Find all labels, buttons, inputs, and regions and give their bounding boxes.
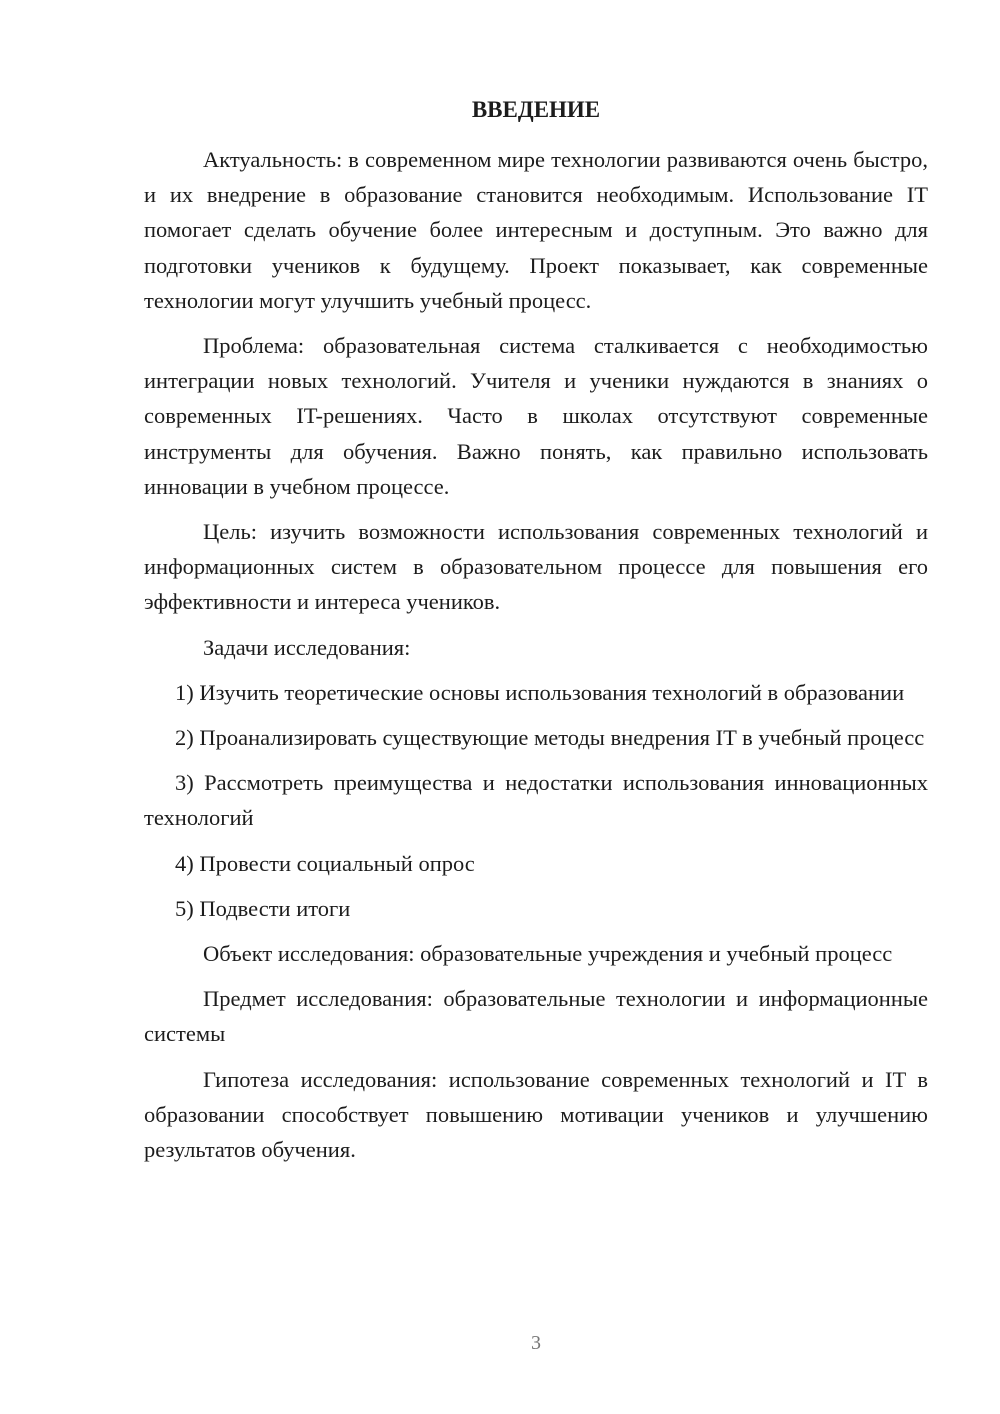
page-title: ВВЕДЕНИЕ: [471, 97, 601, 122]
list-item: 2) Проанализировать существующие методы внедрения IT в учебный процесс: [175, 725, 925, 751]
document-page: [144, 92, 928, 1177]
paragraph-object: Объект исследования: образовательные учреждения и учебный процесс: [203, 941, 893, 967]
tasks-heading: Задачи исследования:: [203, 634, 411, 660]
list-item: 1) Изучить теоретические основы использования технологий в образовании: [175, 679, 905, 705]
list-item: 3) Рассмотреть преимущества и недостатки использования инновационных технологий: [144, 770, 928, 831]
page-number: 3: [531, 1332, 541, 1354]
tasks-list: [144, 675, 928, 926]
paragraph-hypothesis: Гипотеза исследования: использование современных технологий и IT в образовании способствует повышению мотивации учеников и улучшению результатов обучения.: [144, 1066, 928, 1163]
paragraph-actuality: Актуальность: в современном мире технологии развиваются очень быстро, и их внедрение в образование становится необходимым. Использование IT помогает сделать обучение более интересным и доступным. Это важно для подготовки учеников к будущему. Проект показывает, как современные технологии могут улучшить учебный процесс.: [144, 147, 928, 313]
list-item: 4) Провести социальный опрос: [175, 850, 475, 876]
paragraph-goal: Цель: изучить возможности использования современных технологий и информационных систем в образовательном процессе для повышения его эффективности и интереса учеников.: [144, 519, 928, 615]
paragraph-problem: Проблема: образовательная система сталкивается с необходимостью интеграции новых технологий. Учителя и ученики нуждаются в знаниях о современных IT-решениях. Часто в школах отсутствуют современные инструменты для обучения. Важно понять, как правильно использовать инновации в учебном процессе.: [144, 333, 928, 499]
list-item: 5) Подвести итоги: [175, 895, 351, 921]
paragraph-subject: Предмет исследования: образовательные технологии и информационные системы: [144, 986, 928, 1047]
